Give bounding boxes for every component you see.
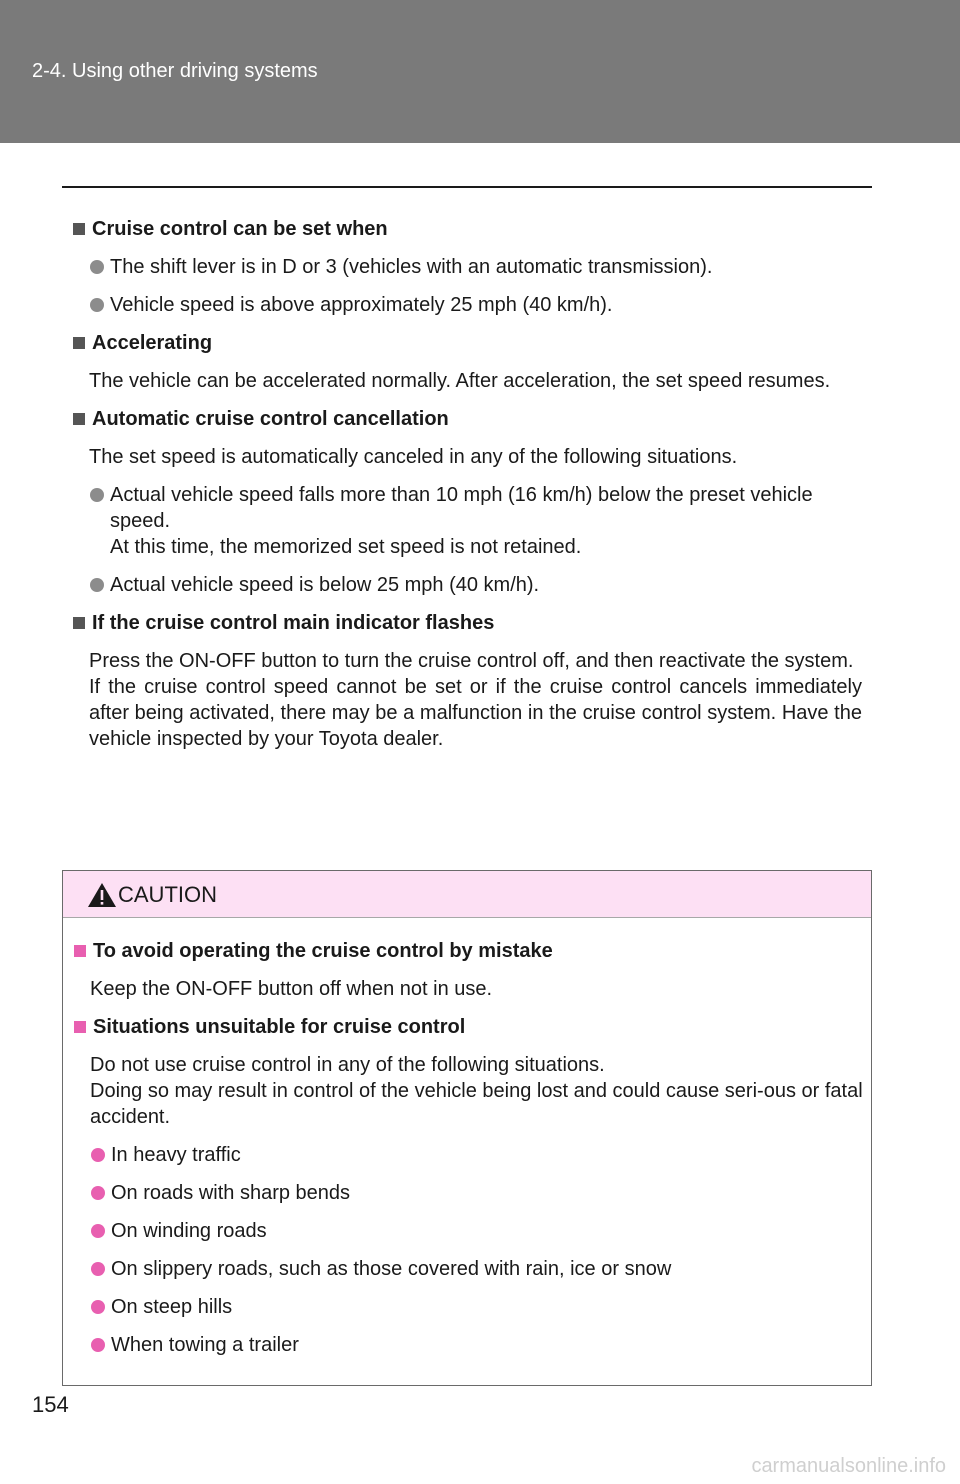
section-heading: If the cruise control main indicator flashes [70, 610, 862, 636]
main-content [70, 216, 862, 764]
circle-bullet-icon [91, 1148, 105, 1162]
list-item: Actual vehicle speed is below 25 mph (40 km/h). [70, 572, 862, 598]
square-bullet-icon [73, 617, 85, 629]
circle-bullet-icon [91, 1338, 105, 1352]
caution-box [62, 870, 872, 1386]
caution-section-unsuitable [71, 1014, 863, 1358]
list-item: When towing a trailer [71, 1332, 863, 1358]
page-header [0, 0, 960, 143]
section-auto-cancellation [70, 406, 862, 598]
list-item: On winding roads [71, 1218, 863, 1244]
paragraph: Do not use cruise control in any of the following situations. Doing so may result in control of the vehicle being lost and could cause seri-ous or fatal accident. [90, 1054, 863, 1128]
warning-triangle-icon [87, 882, 117, 908]
circle-bullet-icon [91, 1186, 105, 1200]
square-bullet-icon [73, 223, 85, 235]
list-item: On steep hills [71, 1294, 863, 1320]
circle-bullet-icon [90, 298, 104, 312]
section-heading: Accelerating [70, 330, 862, 356]
paragraph: Press the ON-OFF button to turn the cruise control off, and then reactivate the system. If the cruise control speed cannot be set or if the cruise control cancels immediately after being activated, there may be a malfunction in the cruise control system. Have the vehicle inspected by your Toyota dealer. [89, 650, 862, 750]
list-item: In heavy traffic [71, 1142, 863, 1168]
square-bullet-icon [73, 413, 85, 425]
page-number: 154 [32, 1392, 69, 1417]
paragraph: The set speed is automatically canceled in any of the following situations. [89, 446, 738, 468]
list-item: Vehicle speed is above approximately 25 mph (40 km/h). [70, 292, 862, 318]
section-heading: Situations unsuitable for cruise control [71, 1014, 863, 1040]
section-accelerating [70, 330, 862, 394]
header-rule [62, 186, 872, 188]
square-bullet-icon [74, 945, 86, 957]
section-indicator-flashes [70, 610, 862, 752]
watermark: carmanualsonline.info [751, 1455, 946, 1477]
circle-bullet-icon [90, 260, 104, 274]
circle-bullet-icon [91, 1300, 105, 1314]
circle-bullet-icon [91, 1262, 105, 1276]
section-heading: Cruise control can be set when [70, 216, 862, 242]
list-item: On roads with sharp bends [71, 1180, 863, 1206]
list-item: On slippery roads, such as those covered with rain, ice or snow [71, 1256, 863, 1282]
caution-body [63, 918, 871, 1358]
list-item: Actual vehicle speed falls more than 10 mph (16 km/h) below the preset vehicle speed. At this time, the memorized set speed is not retained. [70, 482, 862, 560]
section-cruise-can-be-set [70, 216, 862, 318]
caution-title: CAUTION [118, 882, 217, 907]
paragraph: Keep the ON-OFF button off when not in use. [90, 978, 493, 1000]
caution-header [63, 871, 871, 918]
circle-bullet-icon [90, 488, 104, 502]
section-heading: To avoid operating the cruise control by mistake [71, 938, 863, 964]
paragraph: The vehicle can be accelerated normally. After acceleration, the set speed resumes. [89, 370, 831, 392]
circle-bullet-icon [90, 578, 104, 592]
caution-section-avoid-mistake [71, 938, 863, 1002]
square-bullet-icon [74, 1021, 86, 1033]
list-item: The shift lever is in D or 3 (vehicles with an automatic transmission). [70, 254, 862, 280]
section-title: 2-4. Using other driving systems [32, 60, 318, 82]
section-heading: Automatic cruise control cancellation [70, 406, 862, 432]
square-bullet-icon [73, 337, 85, 349]
circle-bullet-icon [91, 1224, 105, 1238]
